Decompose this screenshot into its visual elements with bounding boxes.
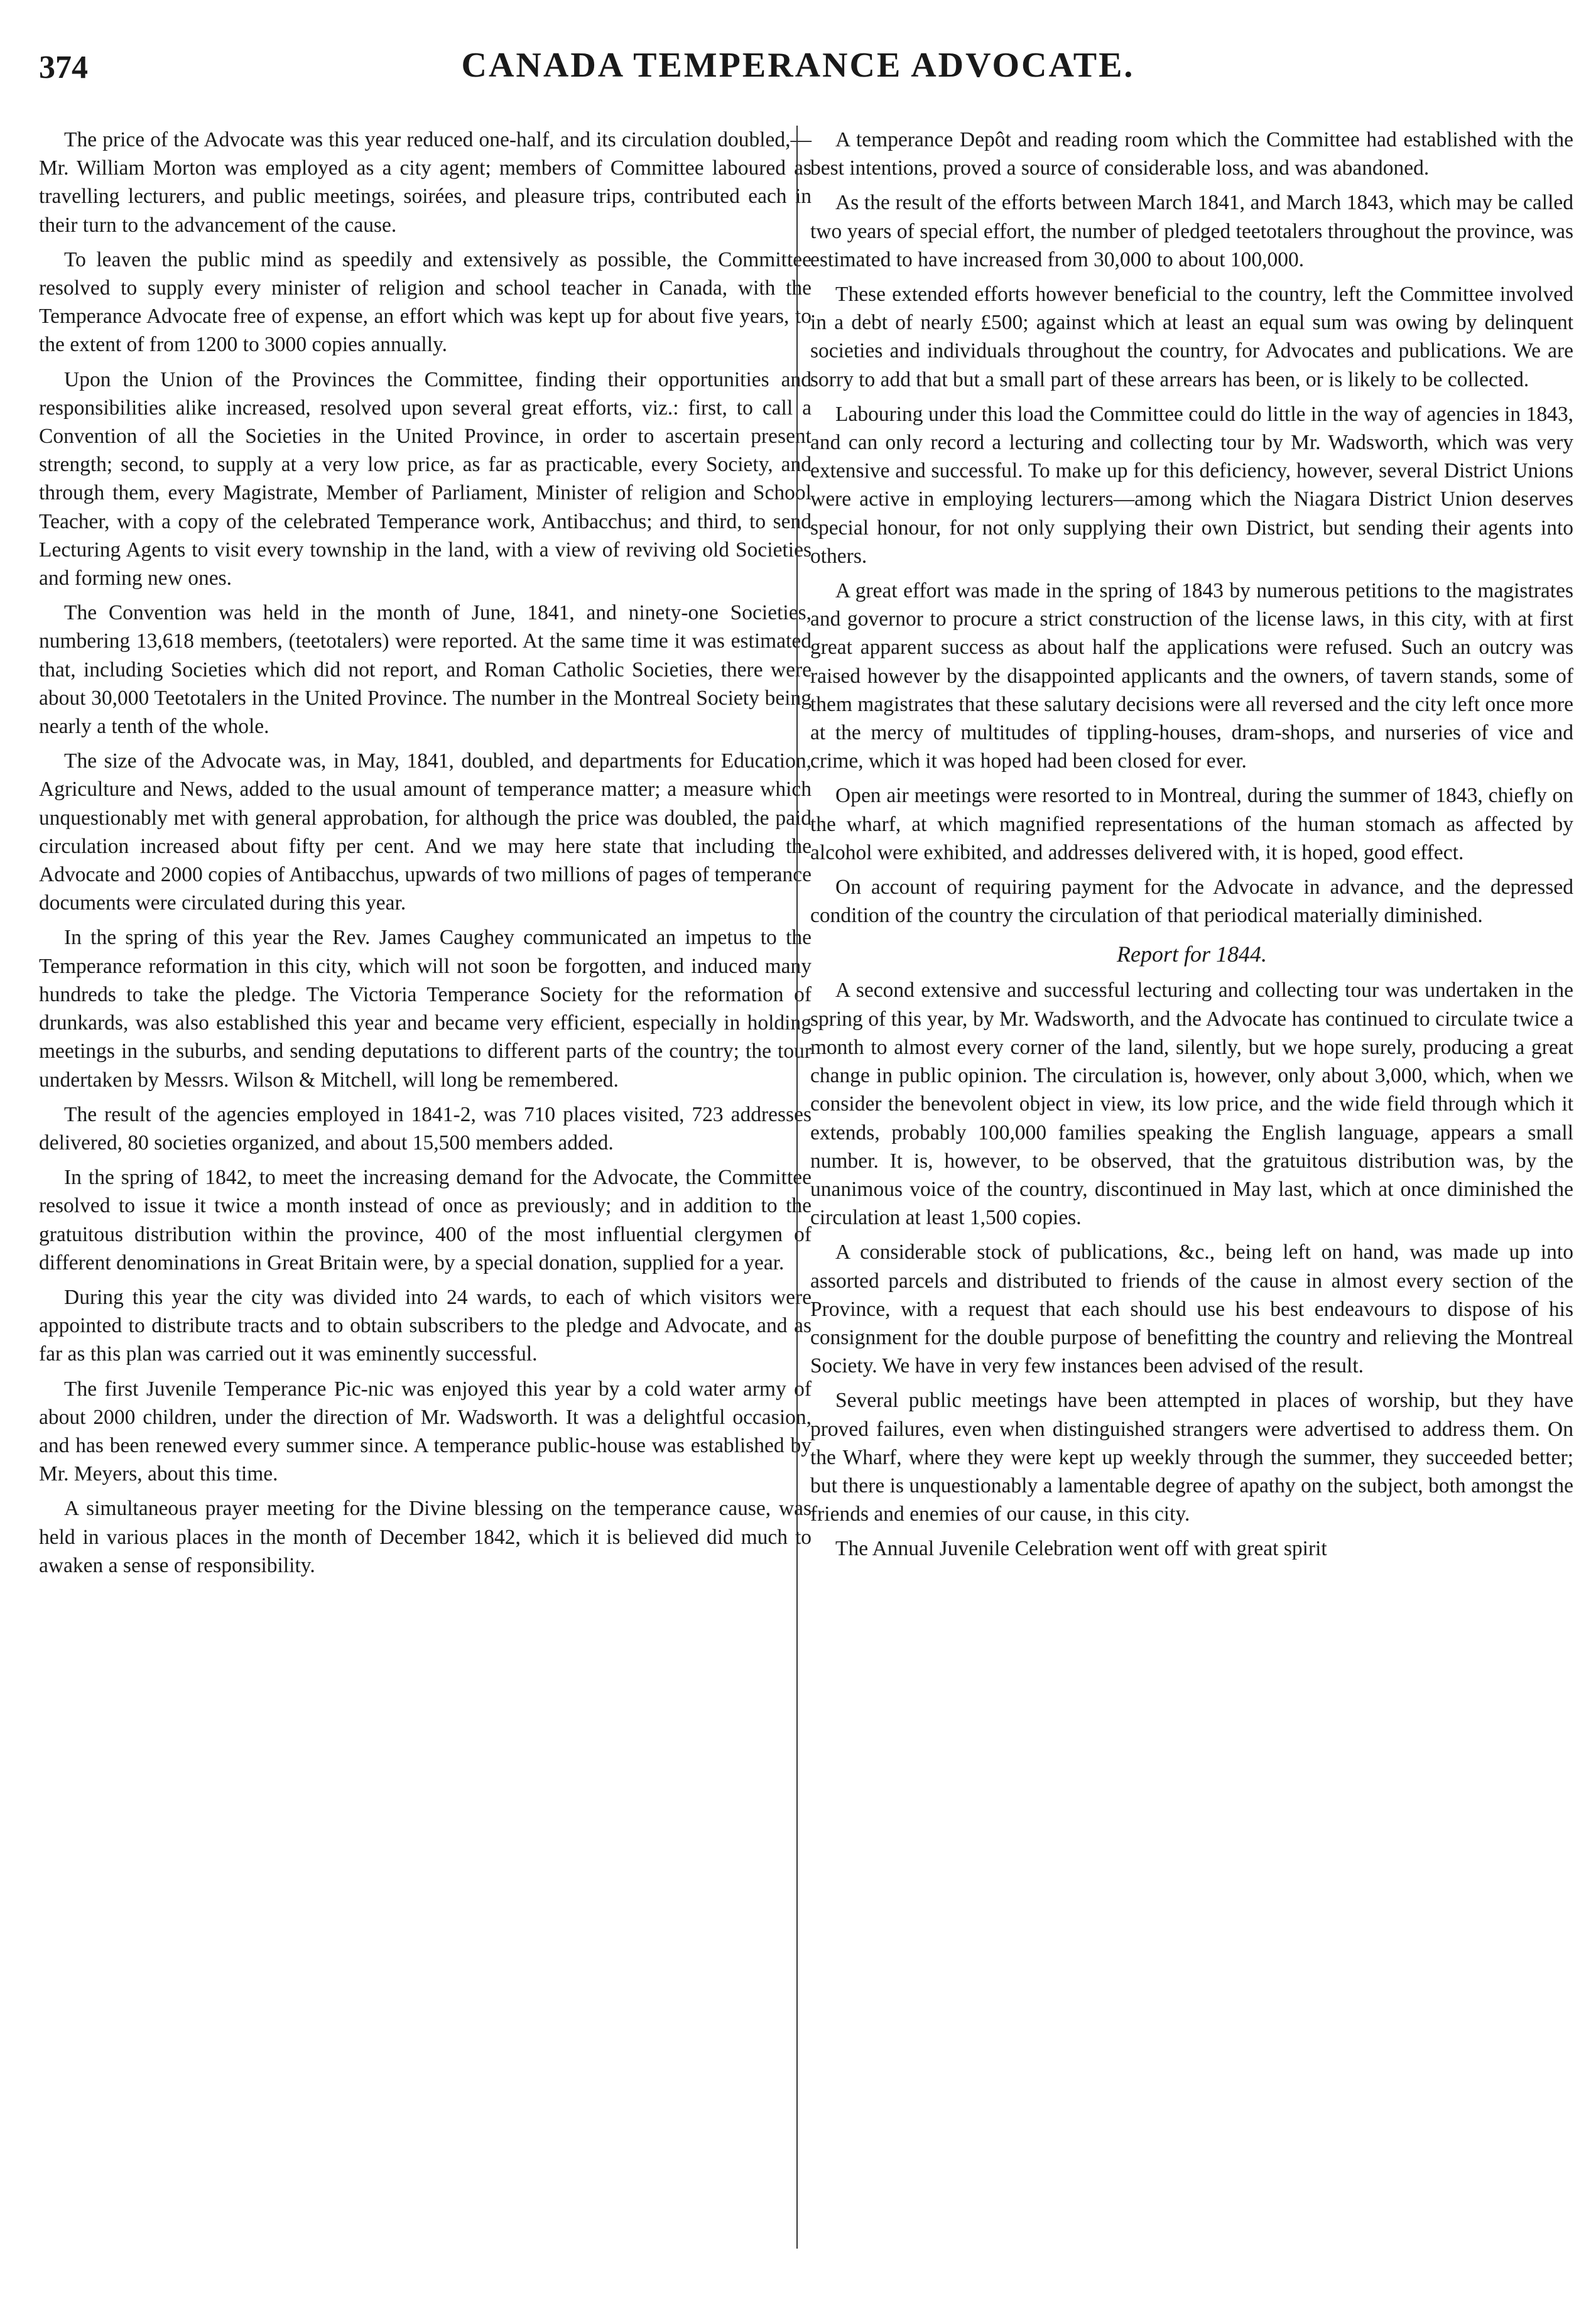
paragraph: A great effort was made in the spring of 1843 by numerous petitions to the magistrates and governor to procure a strict construction of the license laws, in this city, with at first great apparent success as about half the applications were refused. Such an outcry was raised however by the disappointed applicants and the owners, of tavern stands, some of them magistrates that these salutary decisions were all reversed and the city left once more at the mercy of multitudes of tippling-houses, dram-shops, and nurseries of vice and crime, which it was hoped had been closed for ever. — [810, 579, 1573, 773]
paragraph: A simultaneous prayer meeting for the Divine blessing on the temperance cause, was held in various places in the month of December 1842, which it is believed did much to awaken a sense of responsibility. — [39, 1497, 812, 1577]
paragraph: To leaven the public mind as speedily and extensively as possible, the Committee resolved to supply every minister of religion and school teacher in Canada, with the Temperance Advocate free of expense, an effort which was kept up for about five years, to the extent of from 1200 to 3000 copies annually. — [39, 247, 812, 357]
paragraph: During this year the city was divided into 24 wards, to each of which visitors were appointed to distribute tracts and to obtain subscribers to the pledge and Advocate, and as far as this plan was carried out it was eminently successful. — [39, 1285, 812, 1366]
paragraph: In the spring of this year the Rev. James Caughey communicated an impetus to the Temperance reformation in this city, which will not soon be forgotten, and induced many hundreds to take the pledge. The Victoria Temperance Society for the reformation of drunkards, was also established this year and became very efficient, especially in holding meetings in the suburbs, and sending deputations to different parts of the country; the tour undertaken by Messrs. Wilson & Mitchell, will long be remembered. — [39, 926, 812, 1092]
paragraph: These extended efforts however beneficial to the country, left the Committee involved in a debt of nearly £500; against which at least an equal sum was owing by delinquent societies and individuals throughout the country, for Advocates and publications. We are sorry to add that but a small part of these arrears has been, or is likely to be collected. — [810, 283, 1573, 391]
left-column — [39, 126, 812, 1586]
paragraph: Upon the Union of the Provinces the Committee, finding their opportunities and responsibilities alike increased, resolved upon several great efforts, viz.: first, to call a Convention of all the Societies in the United Province, in order to ascertain present strength; second, to supply at a very low price, as far as practicable, every Society, and through them, every Magistrate, Member of Parliament, Minister of religion and School Teacher, with a copy of the celebrated Temperance work, Antibacchus; and third, to send Lecturing Agents to visit every township in the land, with a view of reviving old Societies and forming new ones. — [39, 367, 812, 590]
paragraph: A temperance Depôt and reading room which the Committee had established with the best intentions, proved a source of considerable loss, and was abandoned. — [810, 128, 1573, 180]
paragraph: The Convention was held in the month of June, 1841, and ninety-one Societies, numbering 13,618 members, (teetotalers) were reported. At the same time it was estimated that, including Societies which did not report, and Roman Catholic Societies, there were about 30,000 Teetotalers in the United Province. The number in the Montreal Society being nearly a tenth of the whole. — [39, 601, 812, 739]
paragraph: The size of the Advocate was, in May, 1841, doubled, and departments for Education, Agriculture and News, added to the usual amount of temperance matter; a measure which unquestionably met with general approbation, for although the price was doubled, the paid circulation increased about fifty per cent. And we may here state that including the Advocate and 2000 copies of Antibacchus, upwards of two millions of pages of temperance documents were circulated during this year. — [39, 749, 812, 915]
paragraph: The price of the Advocate was this year reduced one-half, and its circulation doubled,—Mr. William Morton was employed as a city agent; members of Committee laboured as travelling lecturers, and public meetings, soirées, and pleasure trips, contributed each in their turn to the advancement of the cause. — [39, 128, 812, 237]
paragraph: The result of the agencies employed in 1841-2, was 710 places visited, 723 addresses delivered, 80 societies organized, and about 15,500 members added. — [39, 1102, 812, 1154]
paragraph: In the spring of 1842, to meet the increasing demand for the Advocate, the Committee resolved to issue it twice a month instead of once as previously; and in addition to the gratuitous distribution within the province, 400 of the most influential clergymen of different denominations in Great Britain were, by a special donation, supplied for a year. — [39, 1166, 812, 1274]
section-heading: Report for 1844. — [1117, 942, 1267, 967]
paragraph: As the result of the efforts between March 1841, and March 1843, which may be called two years of special effort, the number of pledged teetotalers throughout the province, was estimated to have increased from 30,000 to about 100,000. — [810, 191, 1573, 271]
paragraph: The Annual Juvenile Celebration went off with great spirit — [835, 1537, 1327, 1561]
right-column — [810, 126, 1573, 1570]
paragraph: A second extensive and successful lecturing and collecting tour was undertaken in the spring of this year, by Mr. Wadsworth, and the Advocate has continued to circulate twice a month to almost every corner of the land, silently, but we hope surely, producing a great change in public opinion. The circulation is, however, only about 3,000, which, when we consider the benevolent object in view, its low price, and the wide field through which it extends, probably 100,000 families speaking the English language, appears a small number. It is, however, to be observed, that the gratuitous distribution was, by the unanimous voice of the country, discontinued in May last, which at once diminished the circulation at least 1,500 copies. — [810, 979, 1573, 1230]
paragraph: Labouring under this load the Committee could do little in the way of agencies in 1843, and can only record a lecturing and collecting tour by Mr. Wadsworth, which was very extensive and successful. To make up for this deficiency, however, several District Unions were active in employing lecturers—among which the Niagara District Union deserves special honour, for not only supplying their own District, but sending their agents into others. — [810, 402, 1573, 568]
paragraph: Open air meetings were resorted to in Montreal, during the summer of 1843, chiefly on the wharf, at which magnified representations of the human stomach as affected by alcohol were exhibited, and addresses delivered with, it is hoped, good effect. — [810, 784, 1573, 864]
paragraph: On account of requiring payment for the Advocate in advance, and the depressed condition of the country the circulation of that periodical materially diminished. — [810, 876, 1573, 928]
paragraph: A considerable stock of publications, &c., being left on hand, was made up into assorted parcels and distributed to friends of the cause in almost every section of the Province, with a request that each should use his best endeavours to dispose of his consignment for the double purpose of benefitting the country and relieving the Montreal Society. We have in very few instances been advised of the result. — [810, 1241, 1573, 1378]
running-head: CANADA TEMPERANCE ADVOCATE. — [461, 46, 1135, 85]
page-number: 374 — [39, 50, 88, 85]
paragraph: Several public meetings have been attempted in places of worship, but they have proved failures, even when distinguished strangers were advertised to address them. On the Wharf, where they were kept up weekly through the summer, they succeeded better; but there is unquestionably a lamentable degree of apathy on the subject, both amongst the friends and enemies of our cause, in this city. — [810, 1389, 1573, 1526]
paragraph: The first Juvenile Temperance Pic-nic was enjoyed this year by a cold water army of about 2000 children, under the direction of Mr. Wadsworth. It was a delightful occasion, and has been renewed every summer since. A temperance public-house was established by Mr. Meyers, about this time. — [39, 1377, 812, 1486]
column-divider — [796, 126, 798, 2249]
